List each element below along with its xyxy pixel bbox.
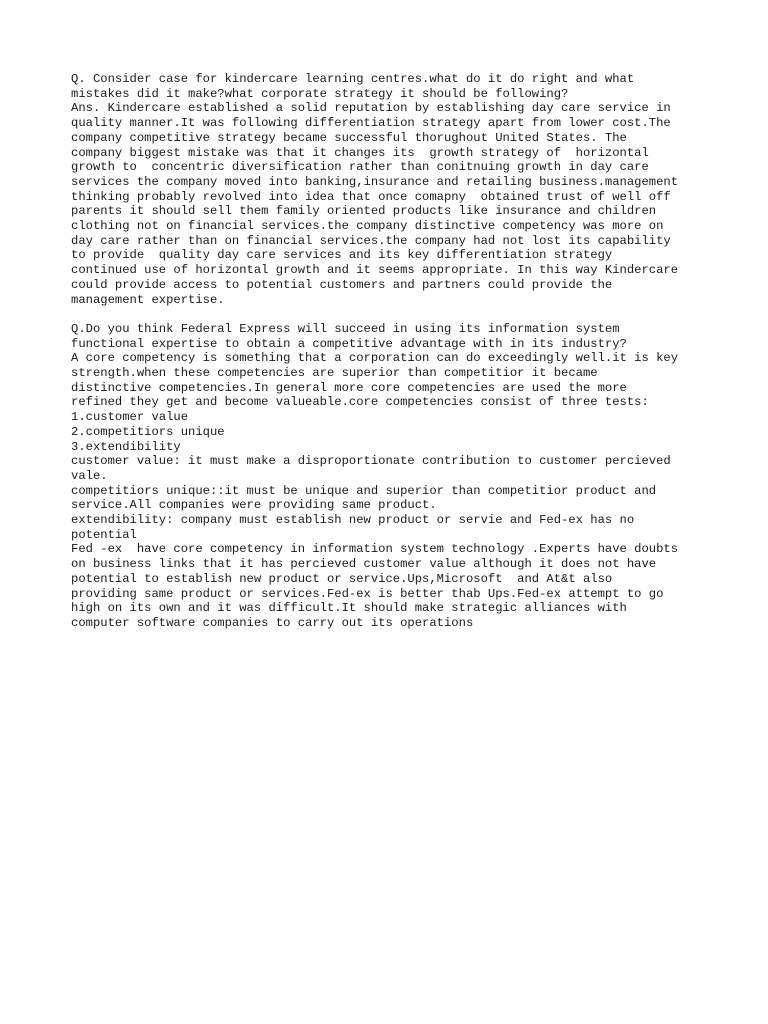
text-line: management expertise. [71,292,225,307]
document-page [71,72,711,631]
text-line: strength.when these competencies are superior than competitior it became [71,366,598,381]
text-line: could provide access to potential customers and partners could provide the [71,277,613,292]
text-line: providing same product or services.Fed-ex is better thab Ups.Fed-ex attempt to go [71,586,664,601]
text-line: services the company moved into banking,insurance and retailing business.management [71,174,679,189]
text-line: thinking probably revolved into idea that once comapny obtained trust of well off [71,189,671,204]
text-line: service.All companies were providing same product. [71,498,437,513]
text-line: potential to establish new product or service.Ups,Microsoft and At&t also [71,571,613,586]
text-line: competitiors unique::it must be unique and superior than competitior product and [71,483,657,498]
list-item: 3.extendibility [71,439,181,454]
text-line: distinctive competencies.In general more core competencies are used the more [71,380,627,395]
text-line: company competitive strategy became successful thorughout United States. The [71,130,627,145]
text-line: refined they get and become valueable.core competencies consist of three tests: [71,395,649,410]
text-line: functional expertise to obtain a competitive advantage with in its industry? [71,336,627,351]
list-item: 1.customer value [71,410,189,425]
text-line: Q.Do you think Federal Express will succeed in using its information system [71,321,620,336]
text-line: continued use of horizontal growth and it seems appropriate. In this way Kindercare [71,263,679,278]
section-federal-express [71,322,711,631]
text-line: clothing not on financial services.the company distinctive competency was more on [71,219,664,234]
text-line: high on its own and it was difficult.It should make strategic alliances with [71,601,627,616]
paragraph-spacer [71,307,711,322]
text-line: computer software companies to carry out its operations [71,616,474,630]
list-item: 2.competitiors unique [71,424,225,439]
text-line: Fed -ex have core competency in information system technology .Experts have doubts [71,542,679,557]
text-line: company biggest mistake was that it changes its growth strategy of horizontal [71,145,649,160]
text-line: to provide quality day care services and its key differentiation strategy [71,248,613,263]
text-line: mistakes did it make?what corporate strategy it should be following? [71,86,569,101]
text-line: extendibility: company must establish new product or servie and Fed-ex has no [71,513,635,528]
text-line: quality manner.It was following differentiation strategy apart from lower cost.The [71,116,671,131]
text-line: A core competency is something that a corporation can do exceedingly well.it is key [71,351,679,366]
text-line: Ans. Kindercare established a solid reputation by establishing day care service in [71,101,671,116]
text-line: potential [71,527,137,542]
section-kindercare [71,72,711,307]
text-line: on business links that it has percieved customer value although it does not have [71,557,657,572]
text-line: parents it should sell them family oriented products like insurance and children [71,204,657,219]
text-line: customer value: it must make a disproportionate contribution to customer percieved [71,454,671,469]
text-line: vale. [71,468,108,483]
text-line: day care rather than on financial services.the company had not lost its capability [71,233,671,248]
text-line: growth to concentric diversification rather than conitnuing growth in day care [71,160,649,175]
text-line: Q. Consider case for kindercare learning centres.what do it do right and what [71,72,635,86]
